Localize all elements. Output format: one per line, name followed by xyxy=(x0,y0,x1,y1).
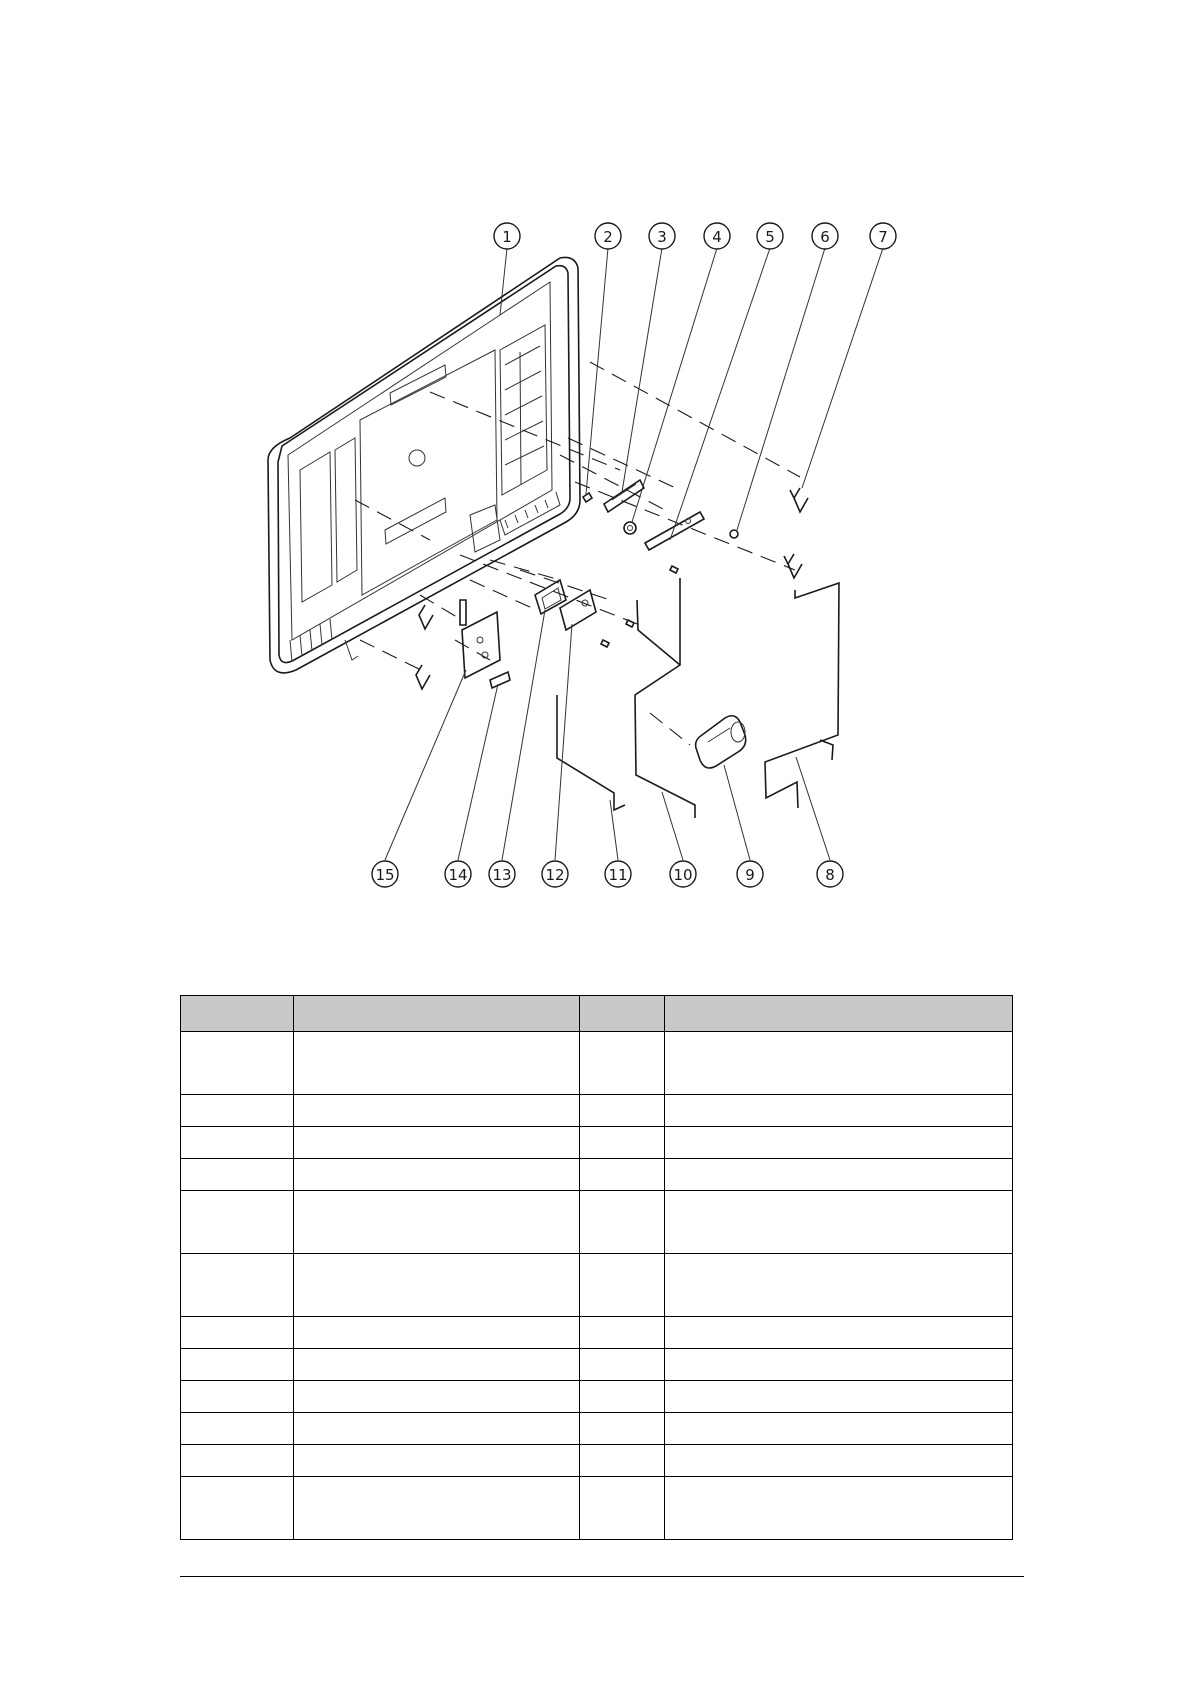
table-row xyxy=(181,1445,1013,1477)
table-cell xyxy=(580,1349,665,1381)
callout-13 xyxy=(489,861,515,887)
callout-label: 11 xyxy=(608,866,628,884)
table-header-row xyxy=(181,996,1013,1032)
table-cell xyxy=(181,1032,294,1095)
table-cell xyxy=(294,1159,580,1191)
table-cell xyxy=(665,1445,1013,1477)
table-cell xyxy=(181,1317,294,1349)
table-cell xyxy=(580,1317,665,1349)
small-parts xyxy=(416,480,808,768)
table-row xyxy=(181,1317,1013,1349)
callout-10 xyxy=(670,861,696,887)
table-cell xyxy=(580,1191,665,1254)
table-header-cell xyxy=(294,996,580,1032)
callout-label: 2 xyxy=(603,228,613,246)
callout-label: 1 xyxy=(502,228,512,246)
table-cell xyxy=(294,1095,580,1127)
callout-2 xyxy=(595,223,621,249)
table-cell xyxy=(665,1159,1013,1191)
table-cell xyxy=(294,1191,580,1254)
callout-1 xyxy=(494,223,520,249)
callout-label: 5 xyxy=(765,228,775,246)
callout-5 xyxy=(757,223,783,249)
table-header-cell xyxy=(181,996,294,1032)
table-cell xyxy=(580,1381,665,1413)
table-cell xyxy=(181,1127,294,1159)
table-cell xyxy=(181,1381,294,1413)
table-row xyxy=(181,1349,1013,1381)
callout-label: 13 xyxy=(492,866,512,884)
table-cell xyxy=(181,1191,294,1254)
table-row xyxy=(181,1254,1013,1317)
table-cell xyxy=(665,1191,1013,1254)
table-header-cell xyxy=(580,996,665,1032)
callout-label: 3 xyxy=(657,228,667,246)
callout-12 xyxy=(542,861,568,887)
table-cell xyxy=(181,1445,294,1477)
table-cell xyxy=(181,1349,294,1381)
table-cell xyxy=(665,1381,1013,1413)
callout-9 xyxy=(737,861,763,887)
table-row xyxy=(181,1095,1013,1127)
table-cell xyxy=(665,1349,1013,1381)
table-cell xyxy=(580,1032,665,1095)
table-row xyxy=(181,1032,1013,1095)
table-body xyxy=(181,1032,1013,1540)
table-cell xyxy=(294,1032,580,1095)
table-cell xyxy=(665,1413,1013,1445)
table-row xyxy=(181,1191,1013,1254)
table-cell xyxy=(294,1445,580,1477)
table-cell xyxy=(294,1349,580,1381)
callout-label: 9 xyxy=(745,866,755,884)
callout-label: 8 xyxy=(825,866,835,884)
rear-housing xyxy=(268,257,580,672)
table-row xyxy=(181,1127,1013,1159)
table-cell xyxy=(294,1477,580,1540)
cables xyxy=(557,578,839,818)
callout-3 xyxy=(649,223,675,249)
callout-label: 4 xyxy=(712,228,722,246)
table-cell xyxy=(665,1095,1013,1127)
table-cell xyxy=(294,1413,580,1445)
table-cell xyxy=(580,1127,665,1159)
callout-8 xyxy=(817,861,843,887)
table-cell xyxy=(580,1445,665,1477)
callout-balloons xyxy=(372,223,896,887)
table-header-cell xyxy=(665,996,1013,1032)
table-cell xyxy=(294,1381,580,1413)
table-cell xyxy=(181,1254,294,1317)
callout-label: 6 xyxy=(820,228,830,246)
table-cell xyxy=(665,1254,1013,1317)
table-cell xyxy=(294,1127,580,1159)
table-cell xyxy=(665,1477,1013,1540)
callout-6 xyxy=(812,223,838,249)
table-cell xyxy=(665,1127,1013,1159)
callout-label: 7 xyxy=(878,228,888,246)
table-cell xyxy=(181,1159,294,1191)
table-cell xyxy=(665,1032,1013,1095)
callout-14 xyxy=(445,861,471,887)
callout-label: 14 xyxy=(448,866,468,884)
callout-label: 15 xyxy=(375,866,395,884)
callout-15 xyxy=(372,861,398,887)
table-cell xyxy=(181,1095,294,1127)
table-row xyxy=(181,1413,1013,1445)
table-cell xyxy=(580,1477,665,1540)
table-cell xyxy=(181,1413,294,1445)
table-cell xyxy=(294,1254,580,1317)
table-cell xyxy=(181,1477,294,1540)
callout-label: 10 xyxy=(673,866,693,884)
callout-11 xyxy=(605,861,631,887)
table-cell xyxy=(294,1317,580,1349)
callout-4 xyxy=(704,223,730,249)
callout-label: 12 xyxy=(545,866,565,884)
table-row xyxy=(181,1381,1013,1413)
table-cell xyxy=(665,1317,1013,1349)
table-cell xyxy=(580,1413,665,1445)
table-cell xyxy=(580,1254,665,1317)
table-cell xyxy=(580,1159,665,1191)
leader-lines xyxy=(385,248,883,860)
table-row xyxy=(181,1477,1013,1540)
parts-table xyxy=(180,995,1013,1540)
table-cell xyxy=(580,1095,665,1127)
footer-rule xyxy=(180,1576,1024,1577)
table-row xyxy=(181,1159,1013,1191)
callout-7 xyxy=(870,223,896,249)
